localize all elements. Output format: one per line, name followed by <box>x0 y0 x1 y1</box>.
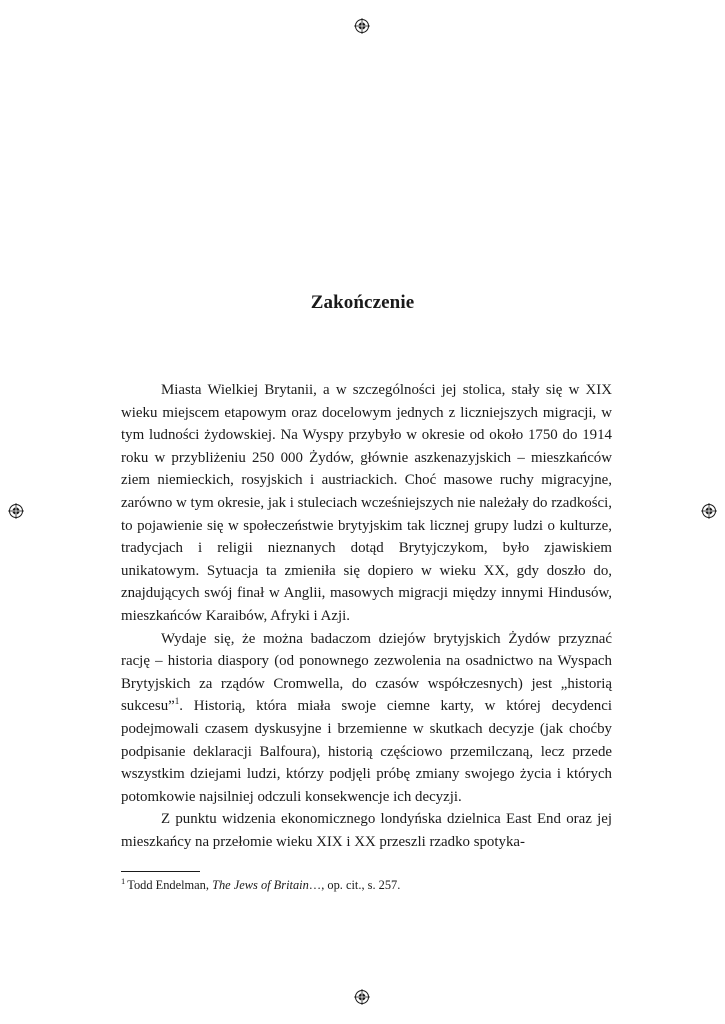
footnote-citation: …, op. cit., s. 257. <box>308 878 401 892</box>
registration-mark-right-icon <box>701 503 717 519</box>
paragraph-3 <box>121 808 612 853</box>
registration-mark-left-icon <box>8 503 24 519</box>
paragraph-2-text-b: . Historią, która miała swoje ciemne karty, w której decydenci podejmowali czasem dyskusyjne i brzemienne w skutkach decyzje (jak choćby podpisanie deklaracji Balfoura), historią częściowo przemilczaną, lecz przede wszystkim dziejami ludzi, którzy podjęli próbę zmiany swojego życia i których potomkowie najsilniej odczuli konsekwencje ich decyzji. <box>121 698 612 805</box>
paragraph-2-text-a: Wydaje się, że można badaczom dziejów brytyjskich Żydów przyznać rację – historia diaspory (od ponownego zezwolenia na osadnictwo na Wyspach Brytyjskich za rządów Cromwella, do czasów współczesnych) jest „historią sukcesu” <box>121 630 612 715</box>
paragraph-2 <box>121 628 612 809</box>
footnote-book-title: The Jews of Britain <box>212 878 309 892</box>
footnote-author: Todd Endelman, <box>127 878 213 892</box>
paragraph-1-text: Miasta Wielkiej Brytanii, a w szczególności jej stolica, stały się w XIX wieku miejscem etapowym oraz docelowym jednych z liczniejszych migracji, w tym ludności żydowskiej. Na Wyspy przybyło w okresie od około 1750 do 1914 roku w przybliżeniu 250 000 Żydów, głównie aszkenazyjskich – mieszkańców ziem niemieckich, rosyjskich i austriackich. Choć masowe ruchy migracyjne, zarówno w tym okresie, jak i stuleciach wcześniejszych nie należały do rzadkości, to pojawienie się w społeczeństwie brytyjskim tak licznej grupy ludzi o kulturze, tradycjach i religii nieznanych dotąd Brytyjczykom, było zjawiskiem unikatowym. Sytuacja ta zmieniła się dopiero w wieku XX, gdy doszło do, znajdujących swój finał w Anglii, masowych migracji między innymi Hindusów, mieszkańców Karaibów, Afryki i Azji. <box>121 382 612 624</box>
body-text <box>121 379 612 853</box>
registration-mark-top-icon <box>354 18 370 34</box>
chapter-title: Zakończenie <box>310 292 415 313</box>
registration-mark-bottom-icon <box>354 989 370 1005</box>
footnote-number: 1 <box>121 875 126 886</box>
footnote-reference: 1 <box>174 696 180 707</box>
paragraph-3-text: Z punktu widzenia ekonomicznego londyńska dzielnica East End oraz jej mieszkańcy na przełomie wieku XIX i XX przeszli rzadko spotyka- <box>121 811 612 850</box>
paragraph-1 <box>121 379 612 628</box>
footnote-divider <box>121 871 200 872</box>
footnote <box>121 877 612 893</box>
